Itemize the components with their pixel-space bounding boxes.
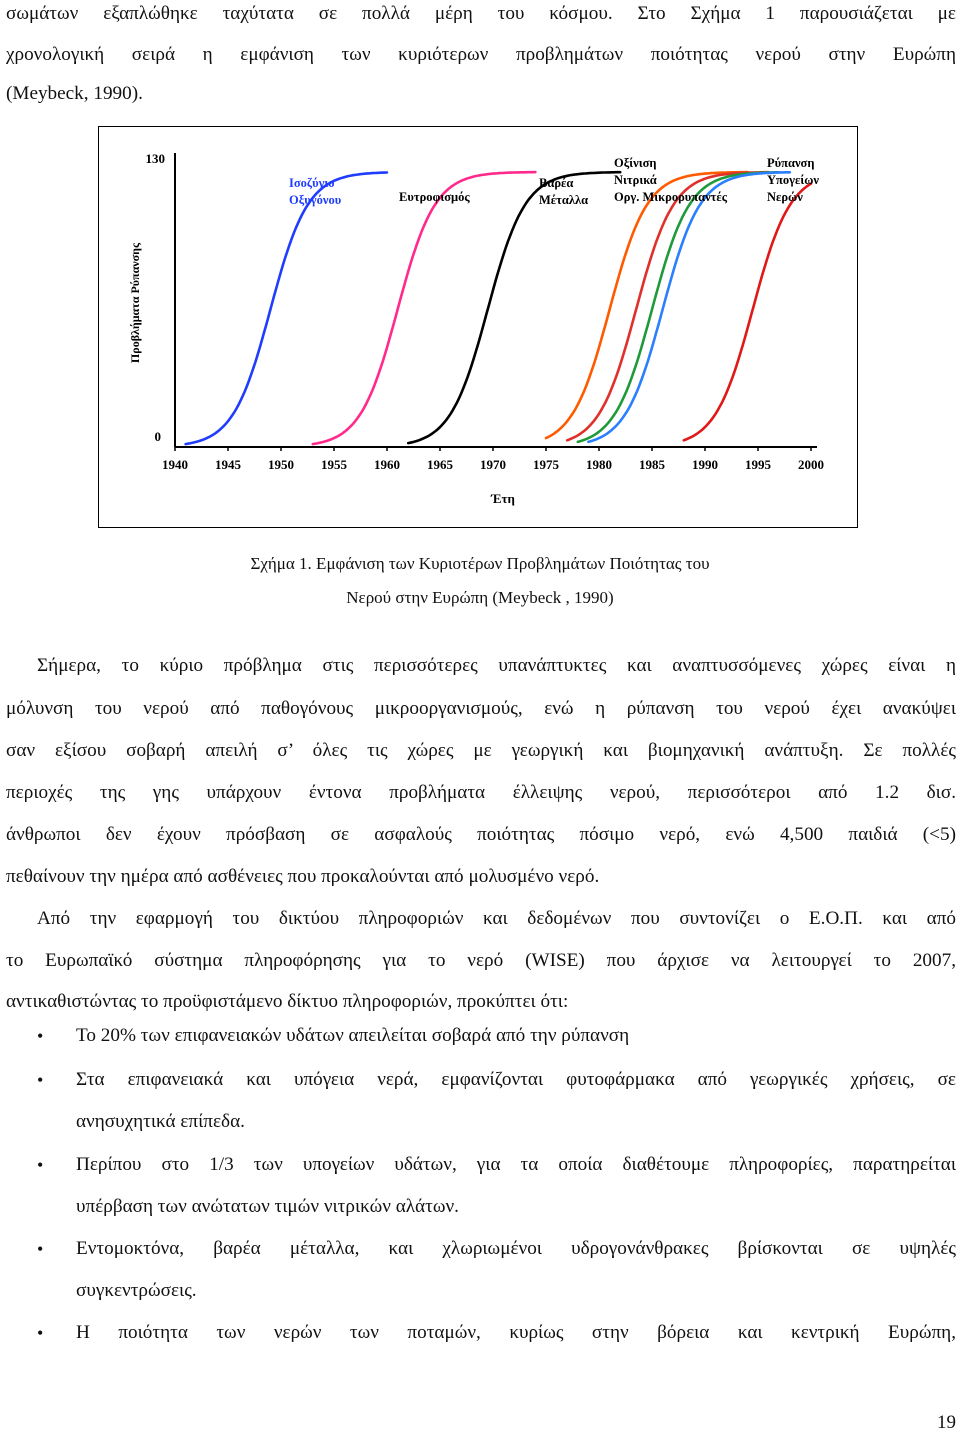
para2-line-2: το Ευρωπαϊκό σύστημα πληροφόρησης για το νερό (WISE) που άρχισε να λειτουργεί το 2007, [6, 950, 956, 971]
x-tick-label: 1940 [162, 457, 188, 472]
para2-line-3: αντικαθιστώντας το προϋφιστάμενο δίκτυο πληροφοριών, προκύπτει ότι: [6, 991, 569, 1012]
x-tick-label: 1965 [427, 457, 453, 472]
x-tick-label: 1985 [639, 457, 665, 472]
bullet-dot: • [37, 1070, 44, 1090]
annotation-label: Οξίνιση [614, 156, 657, 170]
bullet-2-line-1: Στα επιφανειακά και υπόγεια νερά, εμφανίζονται φυτοφάρμακα από γεωργικές χρήσεις, σε [76, 1069, 956, 1090]
annotation-label: Οξυγόνου [289, 193, 342, 207]
x-tick-label: 1945 [215, 457, 241, 472]
annotation-label: Ρύπανση [767, 156, 815, 170]
y-tick-label: 130 [145, 151, 165, 166]
x-tick-label: 1980 [586, 457, 612, 472]
x-tick-label: 2000 [798, 457, 824, 472]
series-line-4 [546, 172, 747, 438]
annotation-label: Οργ. Μικρορυπαντές [614, 190, 728, 204]
body-line-3: σαν εξίσου σοβαρή απειλή σ’ όλες τις χώρες με γεωργική και βιομηχανική ανάπτυξη. Σε πολλές [6, 740, 956, 761]
y-axis-label: Προβλήματα Ρύπανσης [128, 242, 142, 364]
series-line-6 [578, 172, 779, 442]
bullet-dot: • [37, 1239, 44, 1259]
series-line-8 [684, 184, 811, 441]
x-tick-label: 1950 [268, 457, 294, 472]
chart-svg [99, 127, 859, 529]
series-line-7 [588, 172, 789, 442]
bullet-dot: • [37, 1026, 44, 1046]
series-line-1 [186, 173, 387, 445]
annotation-label: Νερών [767, 190, 803, 204]
bullet-2-line-2: ανησυχητικά επίπεδα. [76, 1111, 245, 1132]
bullet-3-line-2: υπέρβαση των ανώτατων τιμών νιτρικών αλάτων. [76, 1196, 459, 1217]
series-line-3 [408, 172, 620, 443]
x-tick-label: 1960 [374, 457, 400, 472]
body-line-1: Σήμερα, το κύριο πρόβλημα στις περισσότερες υπανάπτυκτες και αναπτυσσόμενες χώρες είναι η [37, 655, 956, 676]
series-line-5 [567, 172, 768, 440]
annotation-label: Υπογείων [767, 173, 819, 187]
intro-line-1: σωμάτων εξαπλώθηκε ταχύτατα σε πολλά μέρη του κόσμου. Στο Σχήμα 1 παρουσιάζεται με [6, 3, 956, 24]
x-tick-label: 1970 [480, 457, 506, 472]
page-number: 19 [937, 1412, 956, 1433]
figure-caption-line-2: Νερού στην Ευρώπη (Meybeck , 1990) [346, 588, 614, 607]
body-line-2: μόλυνση του νερού από παθογόνους μικροοργανισμούς, ενώ η ρύπανση του νερού έχει ανακύψει [6, 698, 956, 719]
series-line-2 [313, 172, 536, 444]
annotation-label: Ισοζύγιο [289, 176, 335, 190]
intro-line-2: χρονολογική σειρά η εμφάνιση των κυριότερων προβλημάτων ποιότητας νερού στην Ευρώπη [6, 44, 956, 65]
intro-line-3: (Meybeck, 1990). [6, 83, 143, 104]
x-tick-label: 1995 [745, 457, 771, 472]
x-tick-label: 1955 [321, 457, 347, 472]
bullet-dot: • [37, 1323, 44, 1343]
y-tick-label: 0 [154, 429, 161, 444]
bullet-dot: • [37, 1155, 44, 1175]
figure-chart [98, 126, 858, 528]
para2-line-1: Από την εφαρμογή του δικτύου πληροφοριών και δεδομένων που συντονίζει ο Ε.Ο.Π. και από [37, 908, 956, 929]
bullet-1-line-1: Το 20% των επιφανειακών υδάτων απειλείται σοβαρά από την ρύπανση [76, 1025, 630, 1046]
body-line-5: άνθρωποι δεν έχουν πρόσβαση σε ασφαλούς ποιότητας πόσιμο νερό, ενώ 4,500 παιδιά (<5) [6, 824, 956, 845]
annotation-label: Ευτροφισμός [399, 190, 470, 204]
bullet-5-line-1: Η ποιότητα των νερών των ποταμών, κυρίως στην βόρεια και κεντρική Ευρώπη, [76, 1322, 956, 1343]
body-line-4: περιοχές της γης υπάρχουν έντονα προβλήματα έλλειψης νερού, περισσότεροι από 1.2 δισ. [6, 782, 956, 803]
annotation-label: Βαρέα [539, 176, 574, 190]
annotation-label: Νιτρικά [614, 173, 657, 187]
bullet-4-line-2: συγκεντρώσεις. [76, 1280, 197, 1301]
figure-caption-line-1: Σχήμα 1. Εμφάνιση των Κυριοτέρων Προβλημάτων Ποιότητας του [250, 554, 710, 573]
annotation-label: Μέταλλα [539, 193, 589, 207]
x-tick-label: 1990 [692, 457, 718, 472]
bullet-4-line-1: Εντομοκτόνα, βαρέα μέταλλα, και χλωριωμένοι υδρογονάνθρακες βρίσκονται σε υψηλές [76, 1238, 956, 1259]
x-tick-label: 1975 [533, 457, 559, 472]
body-line-6: πεθαίνουν την ημέρα από ασθένειες που προκαλούνται από μολυσμένο νερό. [6, 866, 600, 887]
bullet-3-line-1: Περίπου στο 1/3 των υπογείων υδάτων, για τα οποία διαθέτουμε πληροφορίες, παρατηρείται [76, 1154, 956, 1175]
x-axis-label: Έτη [491, 491, 515, 506]
